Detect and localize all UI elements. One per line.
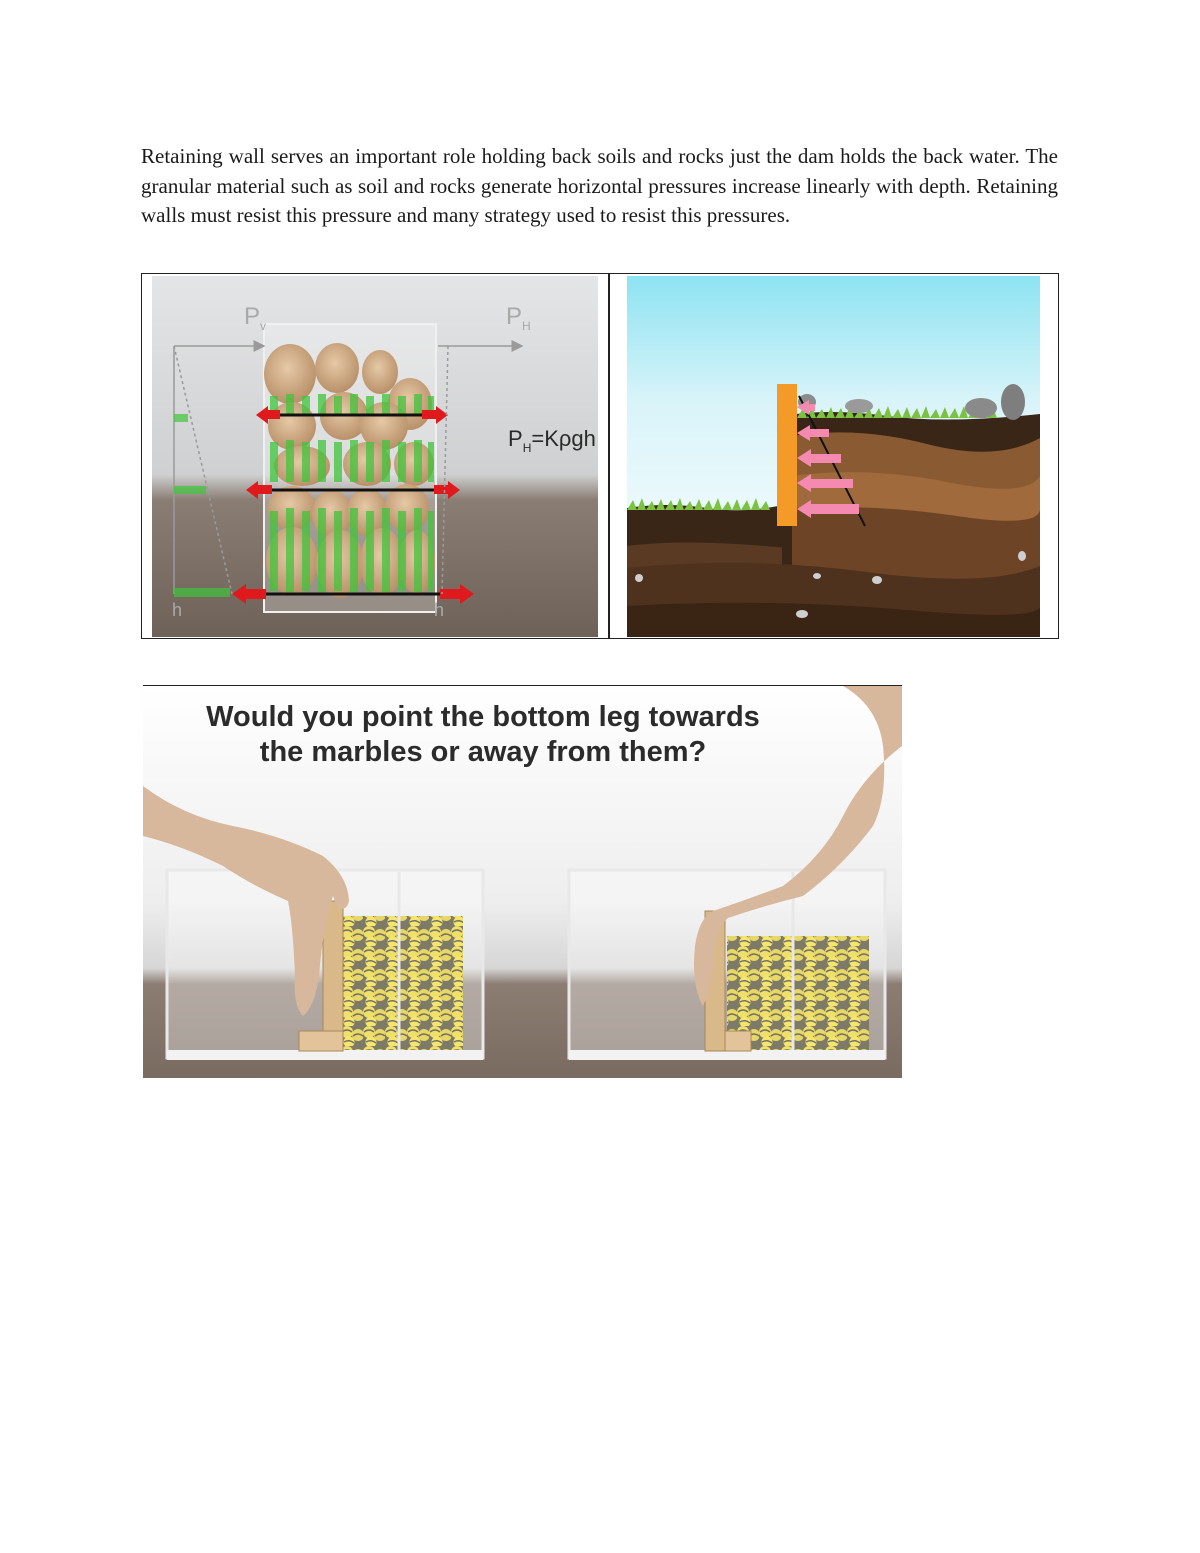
label-h-left: h: [172, 600, 183, 620]
body-paragraph: Retaining wall serves an important role holding back soils and rocks just the dam holds the back water. The granular material such as soil and rocks generate horizontal pressures increase linearly with depth. Retaining walls must resist this pressure and many strategy used to resist this pressures.: [141, 144, 1058, 227]
label-ph: $P_H$: [506, 303, 531, 333]
soil-retaining-wall-image: [627, 276, 1040, 637]
label-h-right: h: [434, 600, 445, 620]
retaining-wall: [777, 384, 797, 526]
pressure-formula: $P_H=K\rho gh$: [508, 426, 596, 455]
caption-line-1: Would you point the bottom leg towards: [206, 701, 760, 733]
label-pv: $P_v$: [244, 303, 267, 333]
caption-line-2: the marbles or away from them?: [259, 736, 707, 768]
figure-table-divider: [608, 273, 610, 639]
marbles-demo-image: [143, 685, 902, 1078]
pressure-demo-image: [152, 276, 598, 637]
